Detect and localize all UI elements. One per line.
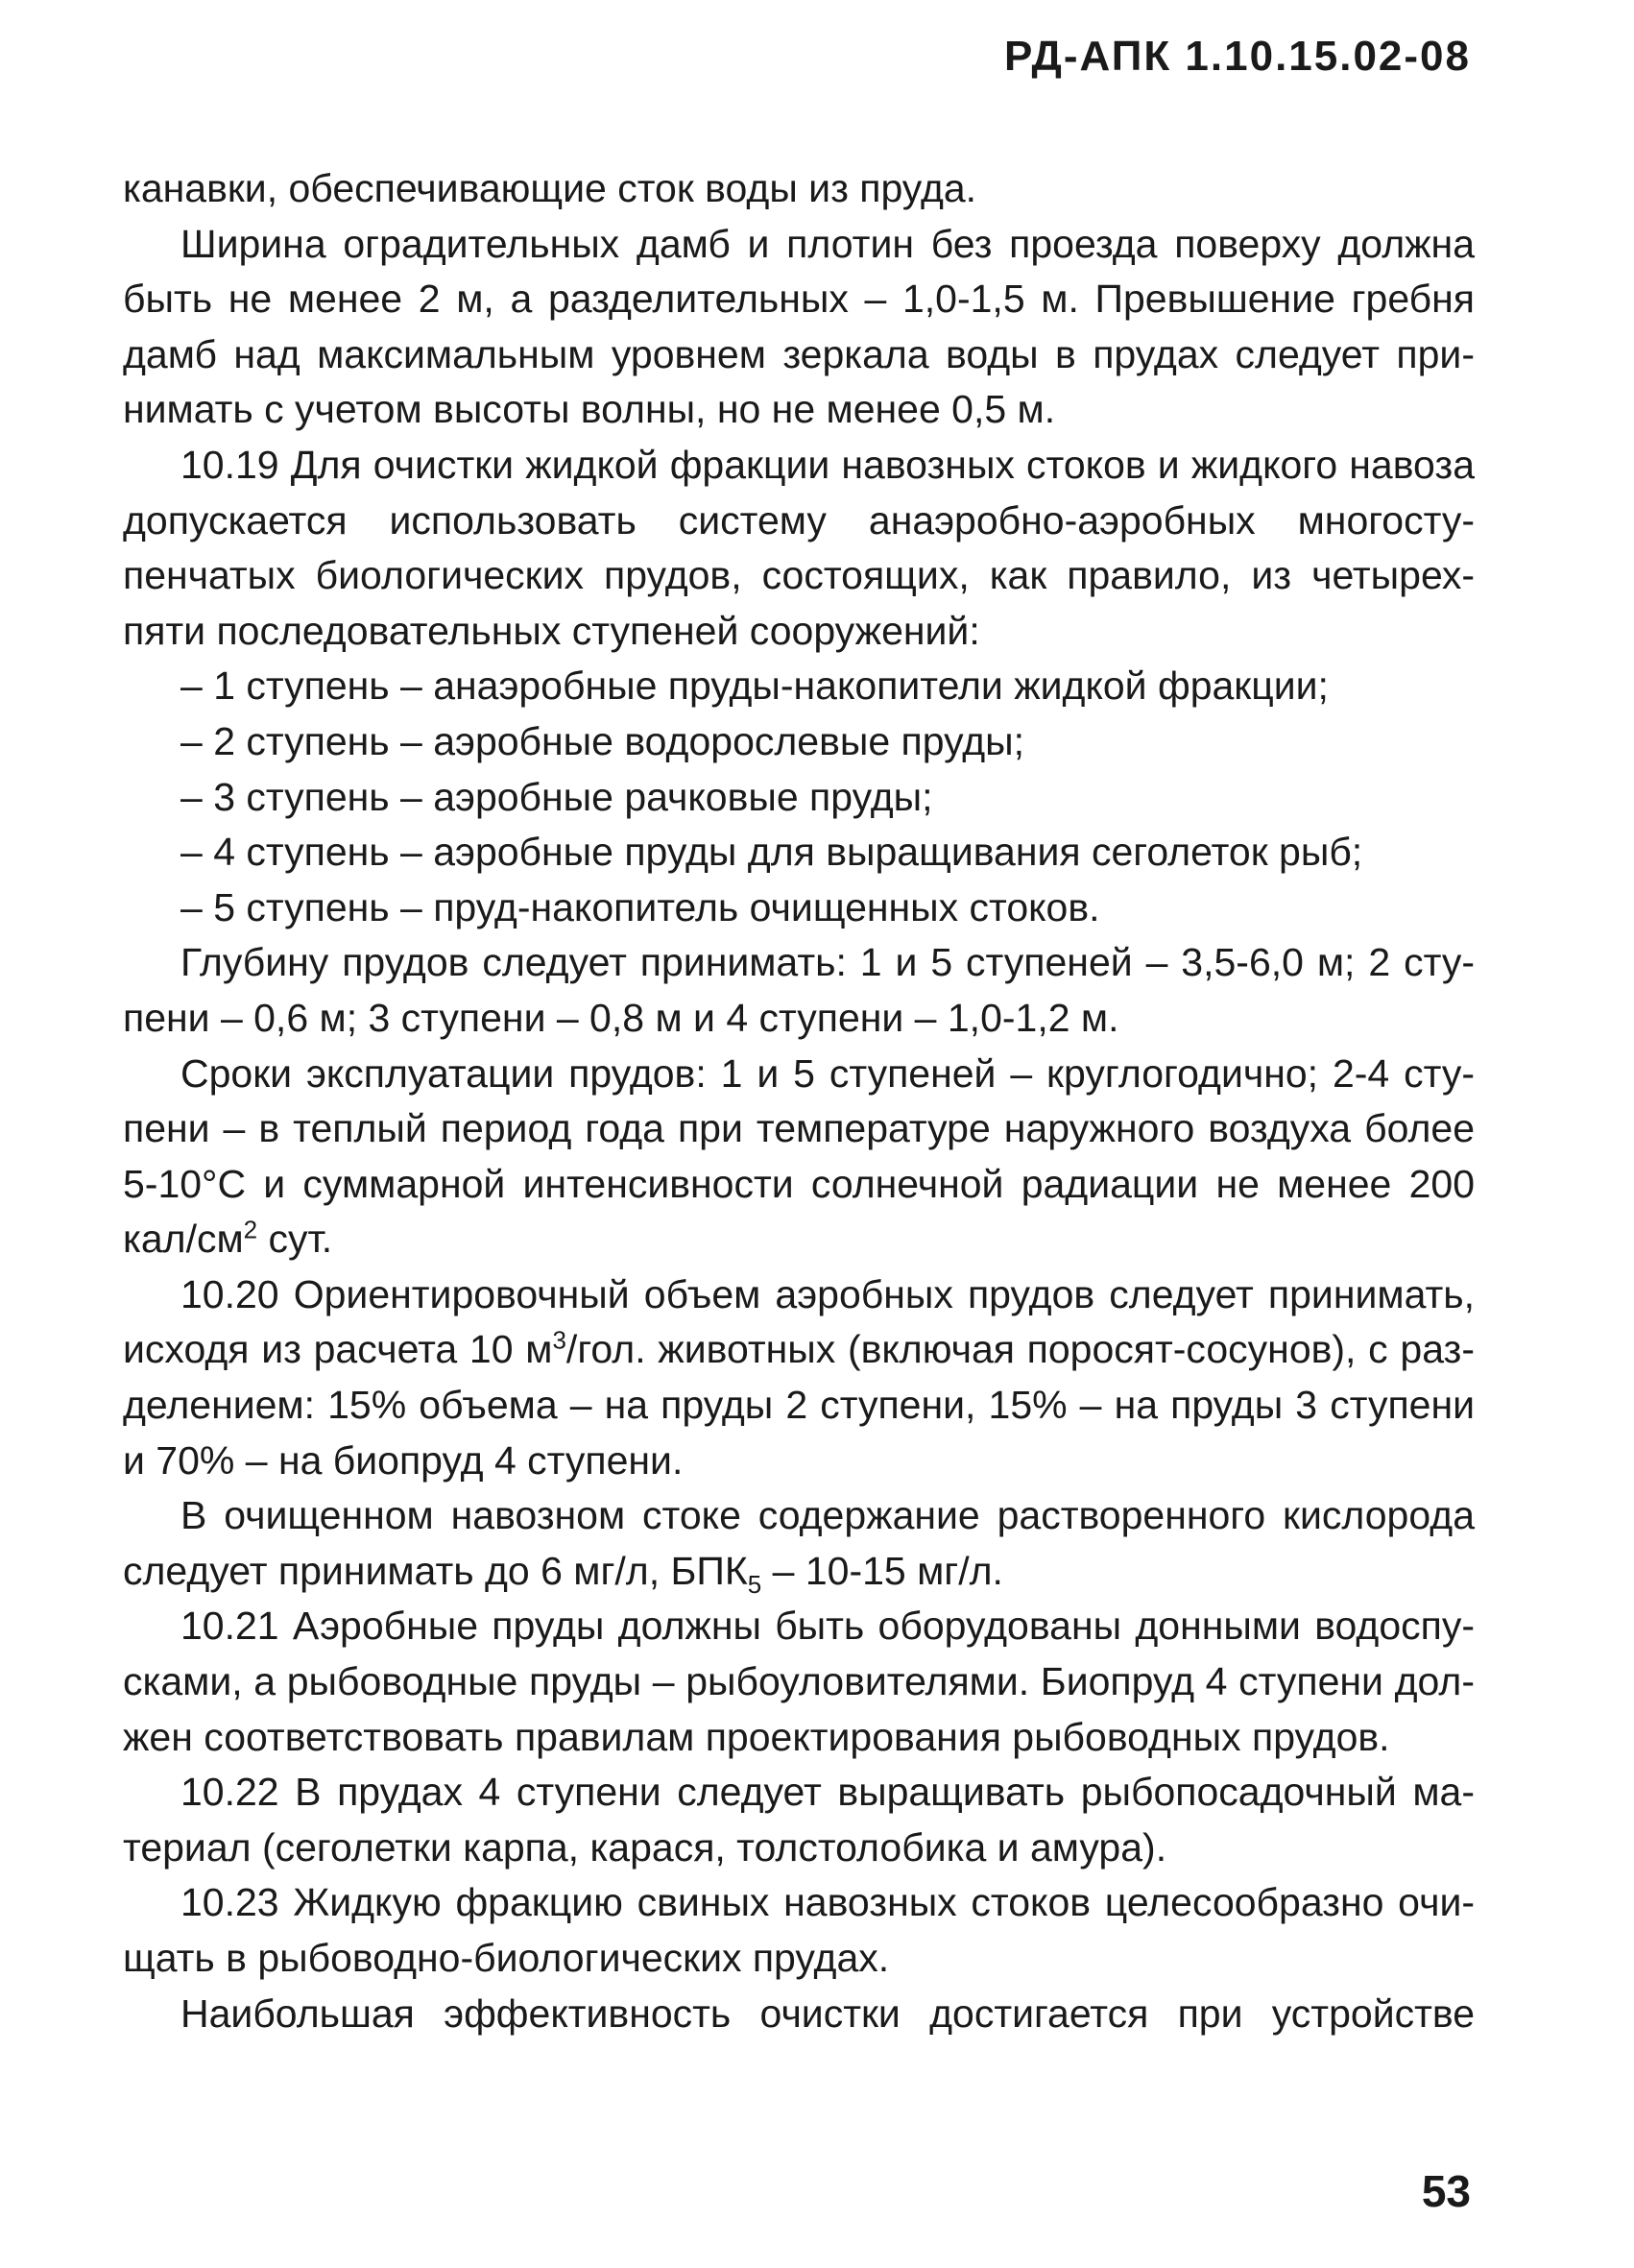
paragraph-dam-width: Ширина оградительных дамб и плотин без проезда поверху должна быть не менее 2 м, а разделительных – 1,0-1,5 м. Превышение гребня дамб над максимальным уровнем зеркала воды в прудах следует принимать с учетом высоты волны, но не менее 0,5 м. (123, 221, 1475, 432)
paragraph-10-22: 10.22 В прудах 4 ступени следует выращивать рыбопосадочный материал (сеголетки карпа, карася, толстолобика и амура). (123, 1770, 1475, 1870)
document-body (123, 161, 1475, 2041)
list-item-stage-4: – 4 ступень – аэробные пруды для выращивания сеголеток рыб; (180, 830, 1363, 875)
list-item-stage-3: – 3 ступень – аэробные рачковые пруды; (180, 774, 933, 819)
list-item-stage-5: – 5 ступень – пруд-накопитель очищенных стоков. (180, 884, 1100, 929)
operation-periods-text: Сроки эксплуатации прудов: 1 и 5 ступеней – круглогодично; 2-4 ступени – в теплый период года при температуре наружного воздуха более 5-10°С и суммарной интенсивности солнечной радиации не менее 200 кал/см (123, 1050, 1475, 1262)
paragraph-10-20-part-a: 10.20 Ориентировочный объем аэробных прудов следует принимать, исходя из расчета 10 м (123, 1271, 1475, 1372)
page-number: 53 (1421, 2166, 1471, 2216)
paragraph-oxygen-content (123, 1488, 1475, 1599)
operation-periods-tail: сут. (257, 1217, 333, 1262)
paragraph-10-19: 10.19 Для очистки жидкой фракции навозных стоков и жидкого навоза допускается использовать систему анаэробно-аэробных многоступенчатых биологических прудов, состоящих, как правило, из четырех-пяти последовательных ступеней сооружений: (123, 442, 1475, 653)
paragraph-operation-periods (123, 1047, 1475, 1267)
paragraph-10-20 (123, 1267, 1475, 1488)
paragraph-efficiency: Наибольшая эффективность очистки достигается при устройстве (180, 1991, 1475, 2036)
oxygen-content-part-b: – 10-15 мг/л. (761, 1548, 1003, 1593)
subscript-5: 5 (747, 1570, 762, 1600)
superscript-3: 3 (552, 1325, 566, 1355)
paragraph-continuation: канавки, обеспечивающие сток воды из пруда. (123, 166, 977, 210)
paragraph-10-23: 10.23 Жидкую фракцию свиных навозных стоков целесообразно очищать в рыбоводно-биологических прудах. (123, 1880, 1475, 1980)
paragraph-10-21: 10.21 Аэробные пруды должны быть оборудованы донными водоспусками, а рыбоводные пруды – рыбоуловителями. Биопруд 4 ступени должен соответствовать правилам проектирования рыбоводных прудов. (123, 1604, 1475, 1759)
list-item-stage-2: – 2 ступень – аэробные водорослевые пруды; (180, 718, 1025, 763)
document-code-header: РД-АПК 1.10.15.02-08 (1003, 33, 1471, 80)
paragraph-10-20-part-b: /гол. животных (включая поросят-сосунов), с разделением: 15% объема – на пруды 2 ступени, 15% – на пруды 3 ступени и 70% – на биопруд 4 ступени. (123, 1327, 1476, 1483)
oxygen-content-part-a: В очищенном навозном стоке содержание растворенного кислорода следует принимать до 6 мг/л, БПК (123, 1493, 1475, 1593)
list-item-stage-1: – 1 ступень – анаэробные пруды-накопители жидкой фракции; (180, 664, 1329, 709)
superscript-2: 2 (243, 1215, 258, 1244)
paragraph-pond-depth: Глубину прудов следует принимать: 1 и 5 ступеней – 3,5-6,0 м; 2 ступени – 0,6 м; 3 ступени – 0,8 м и 4 ступени – 1,0-1,2 м. (123, 940, 1475, 1040)
